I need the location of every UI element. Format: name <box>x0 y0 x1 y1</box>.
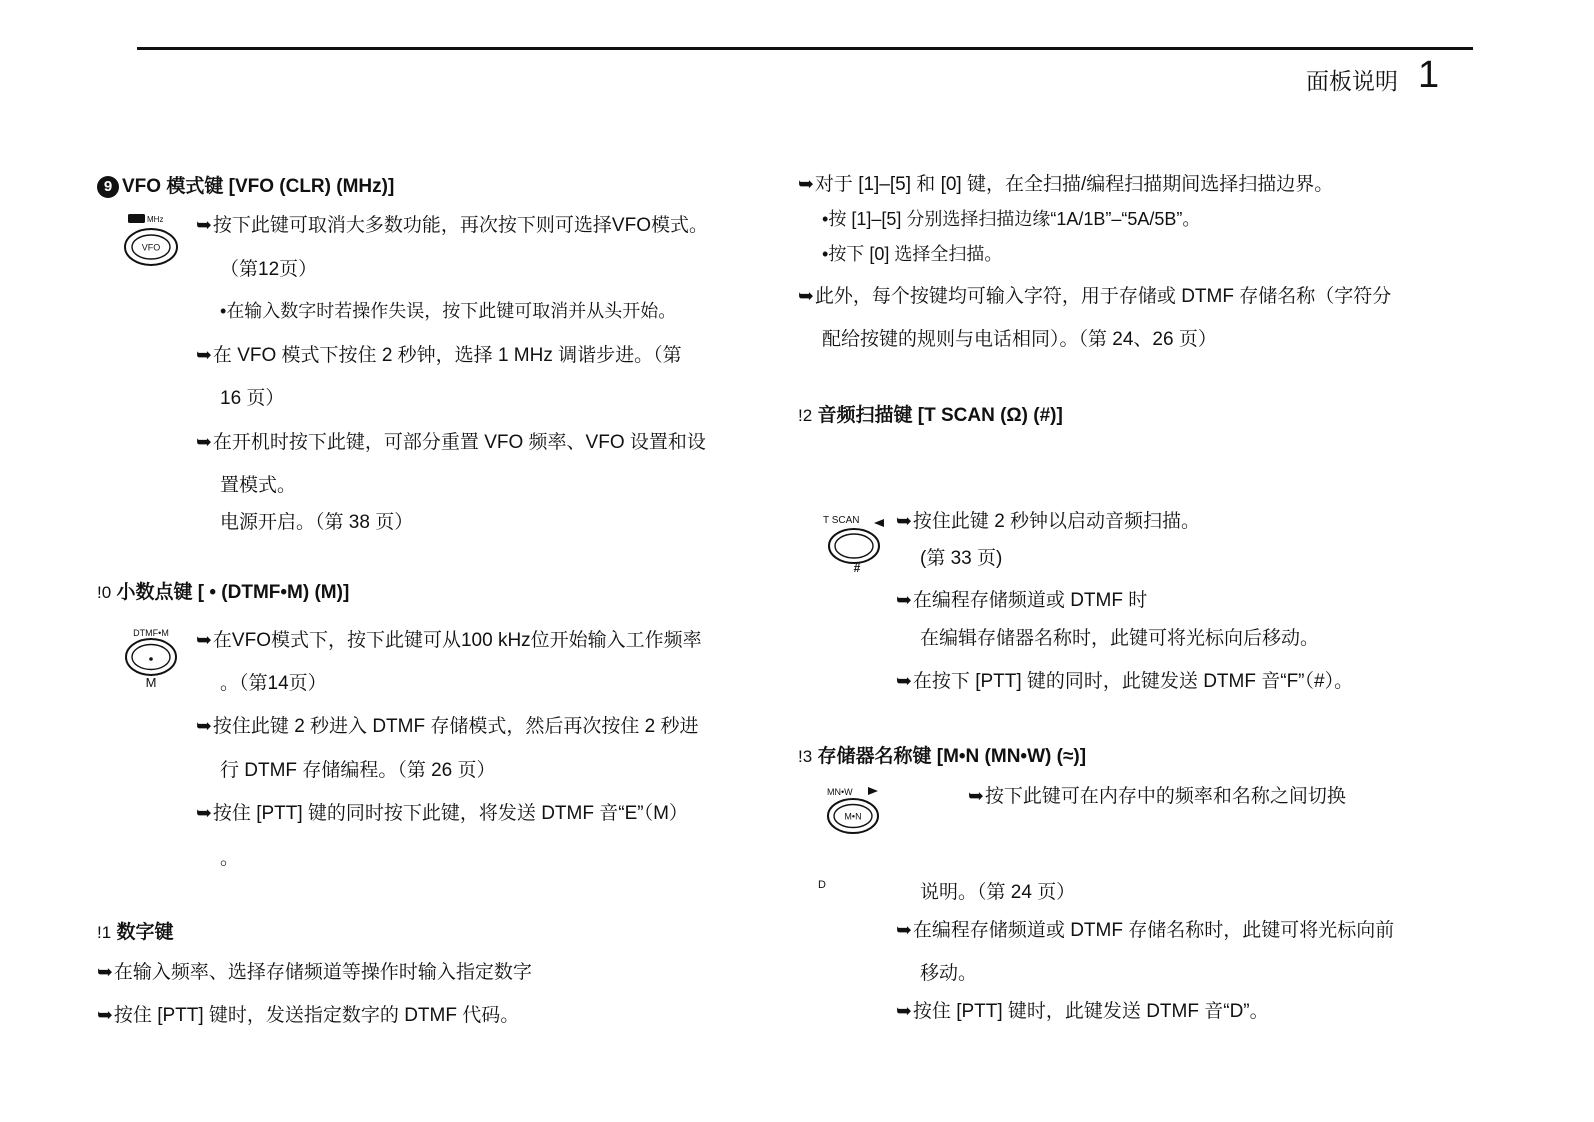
vfo-key-title: VFO 模式键 [VFO (CLR) (MHz)] <box>122 176 395 197</box>
memory-name-title: 存储器名称键 [M•N (MN•W) (≈)] <box>817 746 1087 767</box>
decimal-desc-3-cont: 。 <box>220 848 240 869</box>
tone-scan-desc-3: ➥在按下 [PTT] 键的同时，此键发送 DTMF 音“F”（#）。 <box>896 671 1354 692</box>
arrow-icon: ➥ <box>196 215 212 236</box>
digit-desc-2: ➥按住 [PTT] 键时，发送指定数字的 DTMF 代码。 <box>97 1005 520 1026</box>
decimal-desc-3: ➥按住 [PTT] 键的同时按下此键，将发送 DTMF 音“E”（M） <box>196 803 688 824</box>
character-input-desc: ➥此外，每个按键均可输入字符，用于存储或 DTMF 存储名称（字符分 <box>798 286 1392 307</box>
digit-section-number: !1 <box>97 923 112 942</box>
memory-name-section-number: !3 <box>798 747 813 766</box>
digit-desc-1: ➥在输入频率、选择存储频道等操作时输入指定数字 <box>97 962 532 983</box>
arrow-icon: ➥ <box>968 786 984 807</box>
digit-keys-heading <box>97 917 173 944</box>
decimal-desc-2-cont: 行 DTMF 存储编程。（第 26 页） <box>220 760 496 781</box>
memory-name-desc-2-cont: 移动。 <box>920 963 978 984</box>
vfo-desc-1-ref: （第12页） <box>220 259 318 280</box>
arrow-icon: ➥ <box>196 803 212 824</box>
arrow-icon: ➥ <box>97 1005 113 1026</box>
arrow-icon: ➥ <box>196 432 212 453</box>
triangle-right-icon <box>868 787 878 795</box>
vfo-desc-2: •在输入数字时若操作失误，按下此键可取消并从头开始。 <box>220 301 677 321</box>
decimal-key-top-label: DTMF•M <box>133 628 169 638</box>
arrow-icon: ➥ <box>896 1001 912 1022</box>
arrow-icon: ➥ <box>896 920 912 941</box>
arrow-icon: ➥ <box>798 286 814 307</box>
memory-name-desc-3: ➥按住 [PTT] 键时，此键发送 DTMF 音“D”。 <box>896 1001 1269 1022</box>
tone-scan-desc-2: ➥在编程存储频道或 DTMF 时 <box>896 590 1148 611</box>
memory-name-heading <box>798 741 1086 768</box>
decimal-key-icon <box>122 625 184 691</box>
vfo-key-label: VFO <box>141 242 161 253</box>
tone-scan-heading <box>798 400 1063 427</box>
memory-name-key-top-label: MN•W <box>827 787 853 797</box>
vfo-desc-1: ➥按下此键可取消大多数功能，再次按下则可选择VFO模式。 <box>196 215 708 236</box>
vfo-desc-4: ➥在开机时按下此键，可部分重置 VFO 频率、VFO 设置和设 <box>196 432 706 453</box>
tone-scan-desc-1: ➥按住此键 2 秒钟以启动音频扫描。 <box>896 511 1201 532</box>
scan-edge-desc: ➥对于 [1]–[5] 和 [0] 键，在全扫描/编程扫描期间选择扫描边界。 <box>798 174 1334 195</box>
decimal-key-title: 小数点键 [ • (DTMF•M) (M)] <box>116 582 350 603</box>
chapter-number: 1 <box>1418 54 1440 96</box>
arrow-icon: ➥ <box>196 345 212 366</box>
bullet-icon: • <box>822 244 829 264</box>
character-input-desc-cont: 配给按键的规则与电话相同）。（第 24、26 页） <box>822 329 1217 350</box>
tone-scan-desc-1-ref: (第 33 页) <box>920 548 1003 569</box>
digit-keys-title: 数字键 <box>116 922 174 943</box>
header-rule <box>137 47 1473 50</box>
memory-name-desc-1: ➥按下此键可在内存中的频率和名称之间切换 <box>968 786 1346 807</box>
arrow-icon: ➥ <box>97 962 113 983</box>
triangle-left-icon <box>874 519 884 527</box>
vfo-key-heading <box>97 171 394 198</box>
tone-scan-key-top-label: T SCAN <box>823 515 860 526</box>
memory-name-desc-1-cont: 说明。（第 24 页） <box>920 882 1076 903</box>
vfo-desc-3: ➥在 VFO 模式下按住 2 秒钟，选择 1 MHz 调谐步进。（第 <box>196 345 682 366</box>
arrow-icon: ➥ <box>196 716 212 737</box>
tone-scan-key-icon <box>822 510 888 576</box>
bullet-icon: • <box>220 301 227 321</box>
tone-scan-desc-2-cont: 在编辑存储器名称时，此键可将光标向后移动。 <box>920 628 1320 649</box>
page-title: 面板说明 <box>1306 68 1398 94</box>
scan-edge-bullet-1: •按 [1]–[5] 分别选择扫描边缘“1A/1B”–“5A/5B”。 <box>822 209 1201 229</box>
arrow-icon: ➥ <box>896 671 912 692</box>
vfo-key-top-label: MHz <box>147 215 164 224</box>
memory-name-side-label: D <box>818 879 826 891</box>
tone-scan-section-number: !2 <box>798 406 813 425</box>
vfo-key-icon <box>122 212 184 272</box>
arrow-icon: ➥ <box>798 174 814 195</box>
vfo-section-number: 9 <box>97 176 119 198</box>
tone-scan-key-bottom-label: # <box>853 561 861 575</box>
arrow-icon: ➥ <box>196 630 212 651</box>
arrow-icon: ➥ <box>896 511 912 532</box>
vfo-desc-4-ref: 电源开启。（第 38 页） <box>220 512 414 533</box>
decimal-desc-2: ➥按住此键 2 秒进入 DTMF 存储模式，然后再次按住 2 秒进 <box>196 716 699 737</box>
vfo-desc-4-cont: 置模式。 <box>220 475 297 496</box>
memory-name-desc-2: ➥在编程存储频道或 DTMF 存储名称时，此键可将光标向前 <box>896 920 1395 941</box>
memory-name-key-label: M•N <box>844 811 862 822</box>
decimal-key-heading <box>97 577 349 604</box>
decimal-desc-1: ➥在VFO模式下，按下此键可从100 kHz位开始输入工作频率 <box>196 630 702 651</box>
tone-scan-title: 音频扫描键 [T SCAN (Ω) (#)] <box>817 405 1063 426</box>
decimal-section-number: !0 <box>97 583 112 602</box>
bullet-icon: • <box>822 209 829 229</box>
memory-name-key-icon <box>824 783 886 839</box>
scan-edge-bullet-2: •按下 [0] 选择全扫描。 <box>822 244 1003 264</box>
vfo-desc-3-cont: 16 页） <box>220 388 285 409</box>
decimal-desc-1-cont: 。（第14页） <box>220 673 327 694</box>
decimal-key-bottom-label: M <box>145 675 157 690</box>
arrow-icon: ➥ <box>896 590 912 611</box>
